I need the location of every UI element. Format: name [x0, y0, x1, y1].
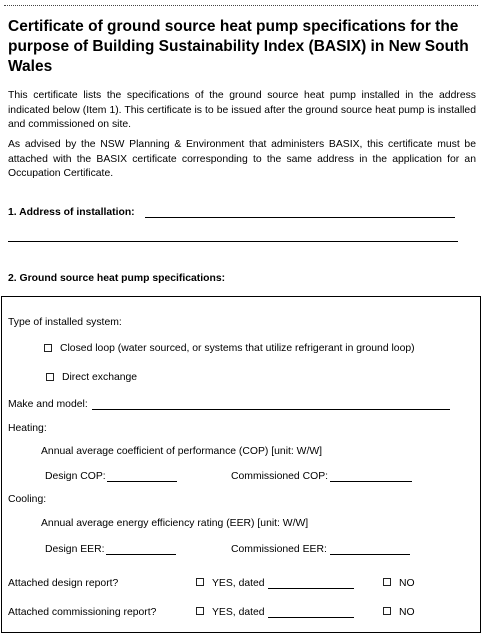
- design-report-label: Attached design report?: [8, 578, 119, 589]
- design-eer-field[interactable]: [106, 554, 176, 555]
- make-model-field[interactable]: [92, 409, 450, 410]
- commissioned-eer-label: Commissioned EER:: [231, 544, 327, 555]
- commissioning-report-label: Attached commissioning report?: [8, 607, 157, 618]
- make-model-label: Make and model:: [8, 399, 88, 410]
- commissioned-eer-field[interactable]: [330, 554, 410, 555]
- design-cop-label: Design COP:: [45, 471, 106, 482]
- design-eer-label: Design EER:: [45, 544, 105, 555]
- document-title: Certificate of ground source heat pump specifications for the purpose of Building Sustainability Index (BASIX) in New South Wales: [8, 18, 469, 75]
- direct-exchange-checkbox[interactable]: [46, 373, 54, 381]
- design-report-yes-checkbox[interactable]: [196, 578, 204, 586]
- commissioned-cop-label: Commissioned COP:: [231, 471, 329, 482]
- heating-label: Heating:: [8, 423, 47, 434]
- system-type-label: Type of installed system:: [8, 317, 122, 328]
- design-report-yes-label: YES, dated: [212, 578, 265, 589]
- commissioning-report-yes-checkbox[interactable]: [196, 607, 204, 615]
- top-dotted-rule: [4, 5, 478, 6]
- direct-exchange-label: Direct exchange: [62, 372, 138, 383]
- closed-loop-checkbox[interactable]: [44, 344, 52, 352]
- address-field-line-1[interactable]: [145, 217, 455, 218]
- design-report-date-field[interactable]: [268, 588, 354, 589]
- design-report-no-label: NO: [399, 578, 415, 589]
- cop-description: Annual average coefficient of performance (COP) [unit: W/W]: [41, 446, 323, 457]
- section-2-heading: 2. Ground source heat pump specifications:: [8, 273, 226, 284]
- advice-paragraph: As advised by the NSW Planning & Environment that administers BASIX, this certificate must be attached with the BASIX certificate corresponding to the same address in the application for an Occupation Certificate.: [8, 139, 476, 179]
- intro-paragraph: This certificate lists the specifications of the ground source heat pump installed in the address indicated below (Item 1). This certificate is to be issued after the ground source heat pump is installed and commissioned on site.: [8, 90, 476, 130]
- address-field-line-2[interactable]: [8, 241, 458, 242]
- commissioned-cop-field[interactable]: [330, 481, 412, 482]
- eer-description: Annual average energy efficiency rating (EER) [unit: W/W]: [41, 518, 309, 529]
- commissioning-report-date-field[interactable]: [268, 617, 354, 618]
- section-1-heading: 1. Address of installation:: [8, 207, 135, 218]
- cooling-label: Cooling:: [8, 494, 47, 505]
- commissioning-report-no-checkbox[interactable]: [383, 607, 391, 615]
- design-cop-field[interactable]: [107, 481, 177, 482]
- commissioning-report-yes-label: YES, dated: [212, 607, 265, 618]
- design-report-no-checkbox[interactable]: [383, 578, 391, 586]
- commissioning-report-no-label: NO: [399, 607, 415, 618]
- closed-loop-label: Closed loop (water sourced, or systems that utilize refrigerant in ground loop): [60, 343, 415, 354]
